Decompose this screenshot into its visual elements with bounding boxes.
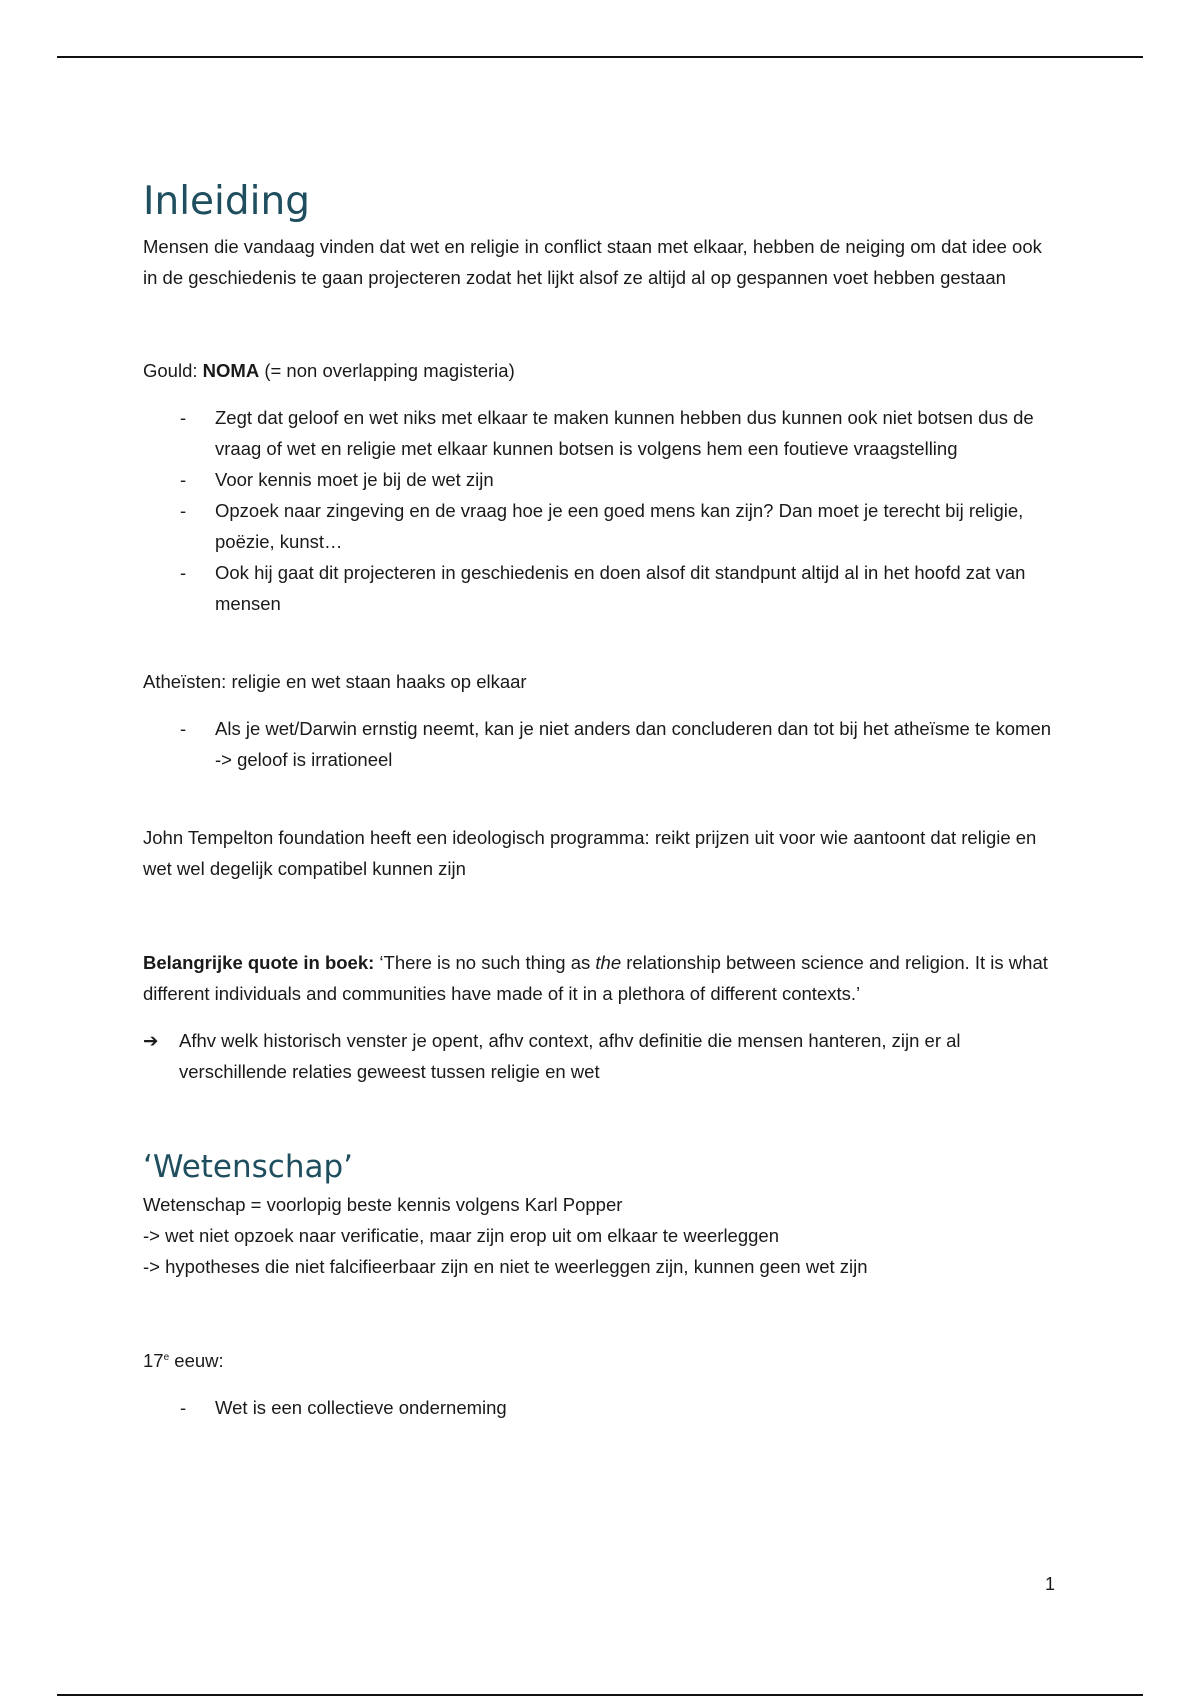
atheisten-list bbox=[143, 713, 1058, 775]
list-item: - Ook hij gaat dit projecteren in geschiedenis en doen alsof dit standpunt altijd al in het hoofd zat van mensen bbox=[143, 557, 1058, 619]
quote-italic: the bbox=[595, 952, 622, 973]
noma-term: NOMA bbox=[202, 360, 260, 381]
atheisten-line: Atheïsten: religie en wet staan haaks op elkaar bbox=[143, 671, 527, 692]
century-line bbox=[143, 1345, 1058, 1376]
footer-rule bbox=[57, 1694, 1143, 1696]
intro-paragraph: Mensen die vandaag vinden dat wet en religie in conflict staan met elkaar, hebben de neiging om dat idee ook in de geschiedenis te gaan projecteren zodat het lijkt alsof ze altijd al op gespannen voet hebben gestaan bbox=[143, 236, 1042, 288]
quote-after: relationship between science and religion. It is what different individuals and communities have made of it in a plethora of different contexts.’ bbox=[143, 952, 1048, 1004]
gould-suffix: (= non overlapping magisteria) bbox=[259, 360, 515, 381]
heading-wetenschap: ‘Wetenschap’ bbox=[143, 1149, 354, 1185]
list-item: - Zegt dat geloof en wet niks met elkaar te maken kunnen hebben dus kunnen ook niet botsen dus de vraag of wet en religie met elkaar kunnen botsen is volgens hem een foutieve vraagstelling bbox=[143, 402, 1058, 464]
quote-paragraph bbox=[143, 947, 1058, 1009]
century-list bbox=[143, 1392, 1058, 1423]
list-item: - Als je wet/Darwin ernstig neemt, kan je niet anders dan concluderen dan tot bij het atheïsme te komen -> geloof is irrationeel bbox=[143, 713, 1058, 775]
quote-label: Belangrijke quote in boek: bbox=[143, 952, 375, 973]
gould-list bbox=[143, 402, 1058, 619]
list-item: - Wet is een collectieve onderneming bbox=[143, 1392, 1058, 1423]
document-body bbox=[143, 178, 1058, 1423]
templeton-paragraph: John Tempelton foundation heeft een ideologisch programma: reikt prijzen uit voor wie aantoont dat religie en wet wel degelijk compatibel kunnen zijn bbox=[143, 827, 1037, 879]
century-number: 17 bbox=[143, 1350, 164, 1371]
header-rule bbox=[57, 56, 1143, 58]
wetenschap-line: -> hypotheses die niet falcifieerbaar zijn en niet te weerleggen zijn, kunnen geen wet zijn bbox=[143, 1256, 868, 1277]
list-item: ➔ Afhv welk historisch venster je opent, afhv context, afhv definitie die mensen hanteren, zijn er al verschillende relaties geweest tussen religie en wet bbox=[143, 1025, 1058, 1087]
century-rest: eeuw: bbox=[169, 1350, 224, 1371]
page-number: 1 bbox=[1045, 1574, 1056, 1594]
heading-inleiding: Inleiding bbox=[143, 179, 310, 224]
quote-arrow-list bbox=[143, 1025, 1058, 1087]
list-item: - Voor kennis moet je bij de wet zijn bbox=[143, 464, 1058, 495]
gould-line bbox=[143, 355, 1058, 386]
wetenschap-line: Wetenschap = voorlopig beste kennis volgens Karl Popper bbox=[143, 1194, 623, 1215]
century-sup: e bbox=[163, 1351, 170, 1363]
list-item: - Opzoek naar zingeving en de vraag hoe je een goed mens kan zijn? Dan moet je terecht bij religie, poëzie, kunst… bbox=[143, 495, 1058, 557]
gould-prefix: Gould: bbox=[143, 360, 203, 381]
quote-before: ‘There is no such thing as bbox=[374, 952, 596, 973]
wetenschap-line: -> wet niet opzoek naar verificatie, maar zijn erop uit om elkaar te weerleggen bbox=[143, 1225, 780, 1246]
